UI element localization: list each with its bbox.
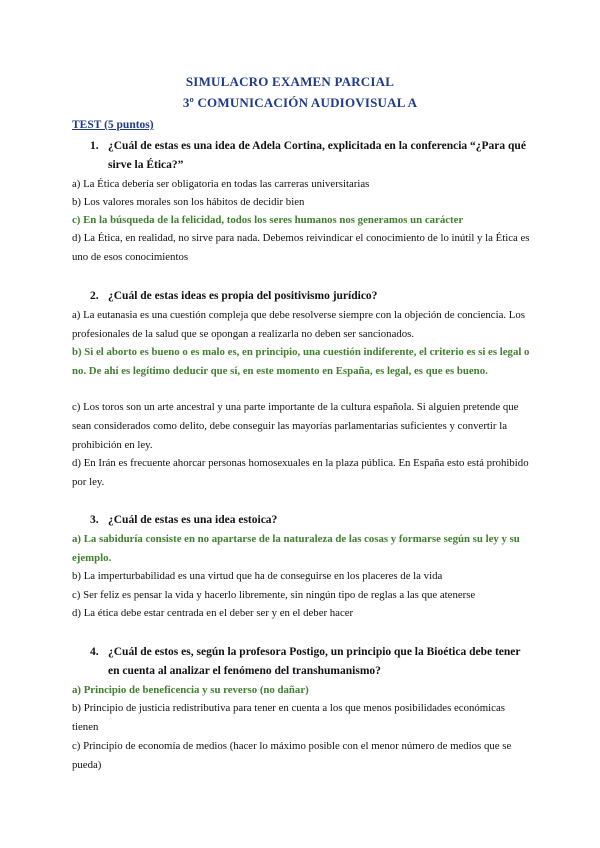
question-text: ¿Cuál de estas es una idea estoica? (108, 514, 278, 526)
option-2a: a) La eutanasia es una cuestión compleja que debe resolverse siempre con la objeción de conciencia. Los profesionales de la salud que se opongan a realizarla no deben ser sancionados. (72, 309, 525, 340)
question-number: 4. (90, 646, 99, 658)
option-1d: d) La Ética, en realidad, no sirve para nada. Debemos reivindicar el conocimiento de lo inútil y la Ética es uno de esos conocimientos (72, 232, 530, 263)
option-4b: b) Principio de justicia redistributiva para tener en cuenta a los que menos posibilidades económicas tienen (72, 702, 505, 733)
question-number: 1. (90, 140, 99, 152)
section-heading: TEST (5 puntos) (72, 119, 154, 131)
exam-title: SIMULACRO EXAMEN PARCIAL (185, 74, 395, 89)
option-2c: c) Los toros son un arte ancestral y una parte importante de la cultura española. Si alguien pretende que sean considerados como delito, debe conseguir las mayorías parlamentarias suficientes y convertir la prohibición en ley. (72, 401, 519, 451)
question-1 (72, 137, 532, 175)
option-3a-correct: a) La sabiduría consiste en no apartarse de la naturaleza de las cosas y formarse según su ley y su ejemplo. (72, 533, 520, 564)
question-3 (72, 511, 532, 530)
option-2d: d) En Irán es frecuente ahorcar personas homosexuales en la plaza pública. En España esto está prohibido por ley. (72, 457, 529, 488)
question-2 (72, 287, 532, 306)
option-1c-correct: c) En la búsqueda de la felicidad, todos los seres humanos nos generamos un carácter (72, 214, 464, 226)
exam-subtitle: 3º COMUNICACIÓN AUDIOVISUAL A (182, 95, 418, 110)
option-2b-correct: b) Si el aborto es bueno o es malo es, en principio, una cuestión indiferente, el criterio es si es legal o no. De ahí es legítimo deducir que sí, en este momento en España, es legal, es que es bueno. (72, 346, 530, 377)
question-4 (72, 643, 532, 681)
option-4a-correct: a) Principio de beneficencia y su reverso (no dañar) (72, 684, 309, 696)
question-text: ¿Cuál de estos es, según la profesora Postigo, un principio que la Bioética debe tener en cuenta al analizar el fenómeno del transhumanismo? (108, 646, 521, 677)
question-text: ¿Cuál de estas ideas es propia del positivismo jurídico? (108, 290, 378, 302)
question-text: ¿Cuál de estas es una idea de Adela Cortina, explicitada en la conferencia “¿Para qué sirve la Ética?” (108, 140, 526, 171)
option-3d: d) La ética debe estar centrada en el deber ser y en el deber hacer (72, 607, 354, 619)
option-3c: c) Ser feliz es pensar la vida y hacerlo libremente, sin ningún tipo de reglas a las que atenerse (72, 589, 476, 601)
question-number: 3. (90, 514, 99, 526)
option-1a: a) La Ética debería ser obligatoria en todas las carreras universitarias (72, 178, 370, 190)
option-4c: c) Principio de economía de medios (hacer lo máximo posible con el menor número de medios que se pueda) (72, 740, 512, 771)
option-3b: b) La imperturbabilidad es una virtud que ha de conseguirse en los placeres de la vida (72, 570, 443, 582)
option-1b: b) Los valores morales son los hábitos de decidir bien (72, 196, 305, 208)
question-number: 2. (90, 290, 99, 302)
